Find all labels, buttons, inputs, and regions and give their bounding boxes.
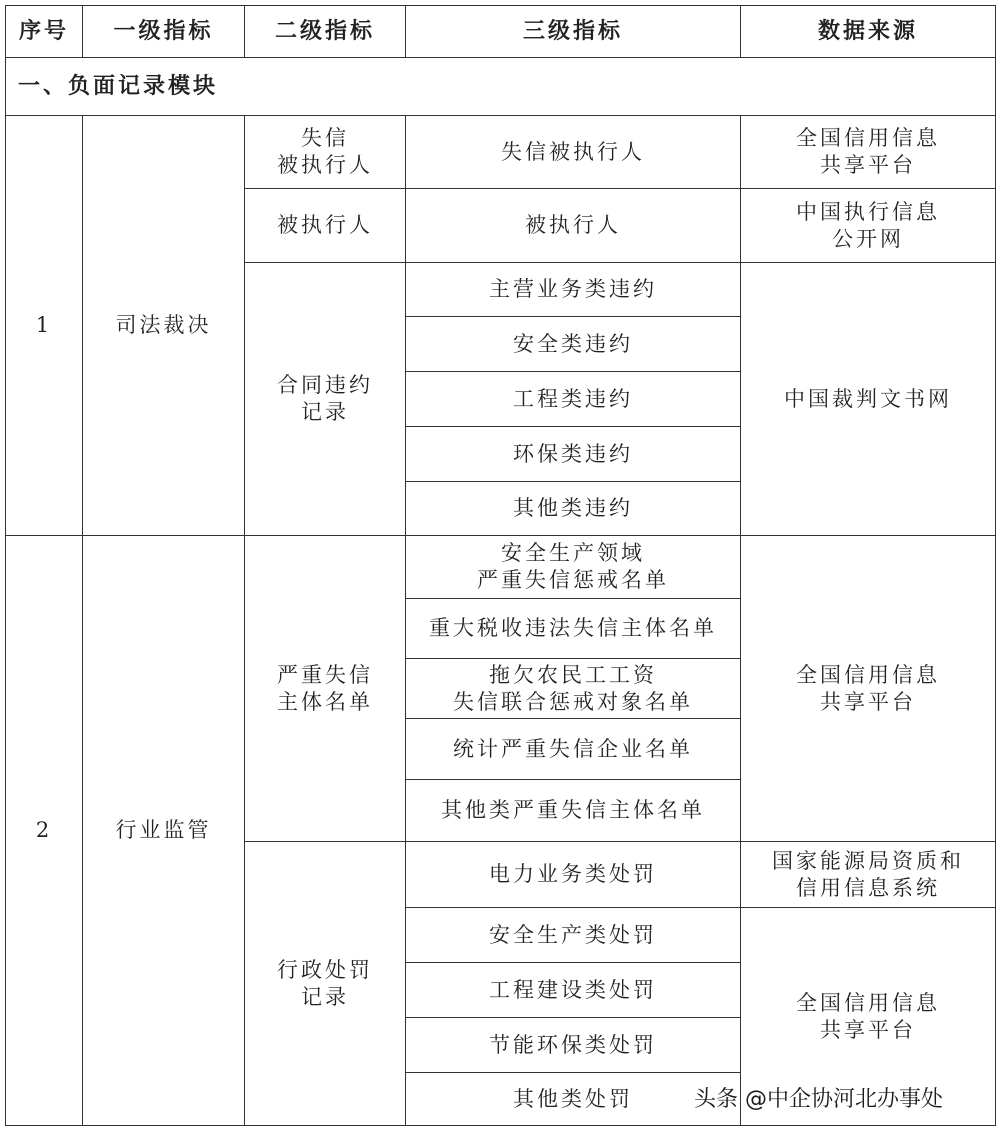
- level3-indicator: 被执行人: [406, 189, 741, 263]
- level1-indicator: 司法裁决: [83, 116, 245, 536]
- level3-indicator: 安全生产类处罚: [406, 908, 741, 963]
- indicator-table: [5, 5, 996, 1126]
- level2-indicator: 严重失信 主体名单: [245, 536, 406, 842]
- level2-indicator: 失信 被执行人: [245, 116, 406, 189]
- row-number: 2: [6, 536, 83, 1126]
- level3-indicator: 安全类违约: [406, 317, 741, 372]
- level3-indicator: 其他类违约: [406, 482, 741, 536]
- data-source: 全国信用信息 共享平台: [741, 536, 996, 842]
- level1-indicator: 行业监管: [83, 536, 245, 1126]
- level3-indicator: 工程建设类处罚: [406, 963, 741, 1018]
- level3-indicator: 其他类严重失信主体名单: [406, 780, 741, 842]
- section-title: 一、负面记录模块: [6, 58, 996, 116]
- level2-indicator: 行政处罚 记录: [245, 842, 406, 1126]
- level3-indicator: 电力业务类处罚: [406, 842, 741, 908]
- level3-indicator: 统计严重失信企业名单: [406, 719, 741, 780]
- level3-indicator: 主营业务类违约: [406, 263, 741, 317]
- level3-indicator: 安全生产领域 严重失信惩戒名单: [406, 536, 741, 599]
- header-cell: 序号: [6, 6, 83, 58]
- header-cell: 三级指标: [406, 6, 741, 58]
- data-source: 全国信用信息 共享平台: [741, 908, 996, 1126]
- watermark: 头条 @中企协河北办事处: [694, 1087, 943, 1112]
- level3-indicator: 其他类处罚: [406, 1073, 741, 1126]
- level3-indicator: 工程类违约: [406, 372, 741, 427]
- header-cell: 一级指标: [83, 6, 245, 58]
- header-cell: 数据来源: [741, 6, 996, 58]
- header-cell: 二级指标: [245, 6, 406, 58]
- level2-indicator: 合同违约 记录: [245, 263, 406, 536]
- level3-indicator: 环保类违约: [406, 427, 741, 482]
- level3-indicator: 拖欠农民工工资 失信联合惩戒对象名单: [406, 659, 741, 719]
- row-number: 1: [6, 116, 83, 536]
- level2-indicator: 被执行人: [245, 189, 406, 263]
- data-source: 国家能源局资质和 信用信息系统: [741, 842, 996, 908]
- level3-indicator: 失信被执行人: [406, 116, 741, 189]
- level3-indicator: 重大税收违法失信主体名单: [406, 599, 741, 659]
- data-source: 全国信用信息 共享平台: [741, 116, 996, 189]
- data-source: 中国裁判文书网: [741, 263, 996, 536]
- level3-indicator: 节能环保类处罚: [406, 1018, 741, 1073]
- data-source: 中国执行信息 公开网: [741, 189, 996, 263]
- header-row: [6, 6, 996, 58]
